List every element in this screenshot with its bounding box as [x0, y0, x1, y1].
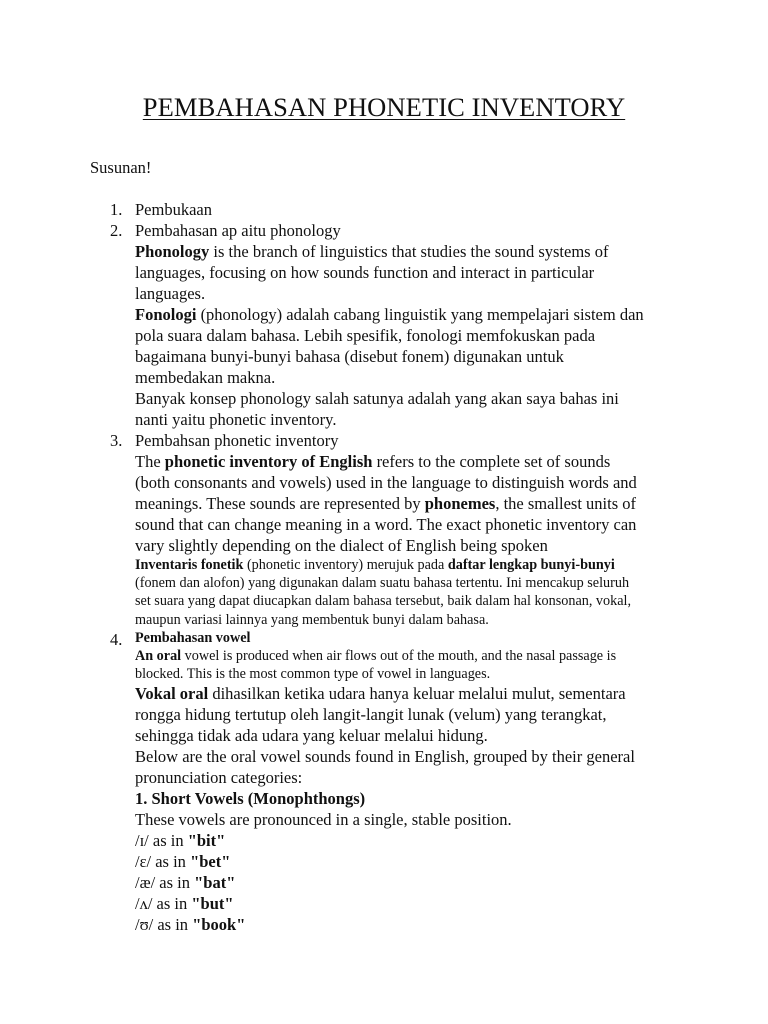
fonologi-id-line: Fonologi (phonology) adalah cabang linguistik yang mempelajari sistem dan — [135, 305, 644, 324]
bold-term: Inventaris fonetik — [135, 557, 244, 573]
vowel-symbol: /ʌ/ as in — [135, 894, 192, 914]
document-title: PEMBAHASAN PHONETIC INVENTORY — [142, 92, 626, 122]
fonologi-id-line: bagaimana bunyi-bunyi bahasa (disebut fonem) digunakan untuk — [135, 347, 564, 366]
bold-term: An oral — [135, 648, 182, 665]
note-line: Banyak konsep phonology salah satunya adalah yang akan saya bahas ini — [135, 389, 619, 408]
phonology-en-line: Phonology is the branch of linguistics that studies the sound systems of — [135, 242, 609, 261]
item-heading: Pembukaan — [135, 200, 212, 219]
inventory-en-line: vary slightly depending on the dialect of English being spoken — [135, 536, 548, 555]
vowel-example — [135, 851, 685, 872]
item-heading: Pembahsan phonetic inventory — [135, 431, 339, 450]
vowel-example — [135, 830, 685, 851]
list-number: 1. — [110, 200, 123, 219]
bold-term: phonemes — [424, 494, 496, 513]
phonology-en-line: languages. — [135, 284, 206, 303]
intro-text: Susunan! — [90, 158, 152, 177]
short-vowels-desc: These vowels are pronounced in a single, stable position. — [135, 810, 512, 830]
vowel-example — [135, 914, 685, 935]
item-heading: Pembahasan ap aitu phonology — [135, 221, 341, 240]
bold-term: phonetic inventory of English — [164, 452, 373, 471]
inventory-id-line: set suara yang dapat diucapkan dalam bahasa tersebut, baik dalam hal konsonan, vokal, — [135, 593, 632, 610]
list-item — [110, 220, 685, 430]
list-number: 2. — [110, 221, 123, 240]
note-line: nanti yaitu phonetic inventory. — [135, 410, 337, 429]
below-line: Below are the oral vowel sounds found in English, grouped by their general — [135, 747, 635, 767]
fonologi-id-line: pola suara dalam bahasa. Lebih spesifik, fonologi memfokuskan pada — [135, 326, 596, 345]
vowel-word: "but" — [191, 894, 234, 914]
bold-term: Fonologi — [135, 305, 197, 324]
inventory-id-line: maupun variasi lainnya yang membentuk bunyi dalam bahasa. — [135, 611, 489, 628]
item-heading: Pembahasan vowel — [135, 629, 251, 646]
oral-en-line: An oral vowel is produced when air flows out of the mouth, and the nasal passage is — [135, 648, 617, 665]
vokal-id-line: Vokal oral dihasilkan ketika udara hanya keluar melalui mulut, sementara — [135, 684, 626, 704]
short-vowels-heading: 1. Short Vowels (Monophthongs) — [135, 789, 366, 809]
vowel-word: "book" — [192, 915, 246, 935]
bold-term: Vokal oral — [135, 684, 209, 704]
vokal-id-line: rongga hidung tertutup oleh langit-langit lunak (velum) yang terangkat, — [135, 705, 607, 725]
vowel-symbol: /æ/ as in — [135, 873, 195, 893]
vowel-example — [135, 872, 685, 893]
oral-en-line: blocked. This is the most common type of vowel in languages. — [135, 666, 491, 683]
vowel-example — [135, 893, 685, 914]
inventory-en-line: meanings. These sounds are represented by phonemes, the smallest units of — [135, 494, 637, 513]
vowel-symbol: /ʊ/ as in — [135, 915, 193, 935]
vowel-word: "bit" — [187, 831, 226, 851]
numbered-list — [110, 199, 685, 935]
list-number: 4. — [110, 629, 123, 649]
vowel-symbol: /ɛ/ as in — [135, 852, 191, 872]
inventory-en-line: (both consonants and vowels) used in the language to distinguish words and — [135, 473, 637, 492]
list-item — [110, 430, 685, 629]
list-number: 3. — [110, 431, 123, 450]
inventory-en-line: The phonetic inventory of English refers to the complete set of sounds — [135, 452, 611, 471]
phonology-en-line: languages, focusing on how sounds function and interact in particular — [135, 263, 595, 282]
bold-term: daftar lengkap bunyi-bunyi — [447, 557, 615, 573]
inventory-id-line: Inventaris fonetik (phonetic inventory) merujuk pada daftar lengkap bunyi-bunyi — [135, 557, 615, 573]
vokal-id-line: sehingga tidak ada udara yang keluar melalui hidung. — [135, 726, 488, 746]
vowel-word: "bet" — [190, 852, 231, 872]
inventory-en-line: sound that can change meaning in a word. The exact phonetic inventory can — [135, 515, 637, 534]
list-item — [110, 629, 685, 936]
vowel-symbol: /ɪ/ as in — [135, 831, 188, 851]
below-line: pronunciation categories: — [135, 768, 303, 788]
bold-term: Phonology — [135, 242, 210, 261]
fonologi-id-line: membedakan makna. — [135, 368, 276, 387]
inventory-id-line: (fonem dan alofon) yang digunakan dalam suatu bahasa tertentu. Ini mencakup seluruh — [135, 575, 630, 592]
list-item — [110, 199, 685, 220]
vowel-word: "bat" — [194, 873, 236, 893]
vowel-list — [135, 830, 685, 935]
